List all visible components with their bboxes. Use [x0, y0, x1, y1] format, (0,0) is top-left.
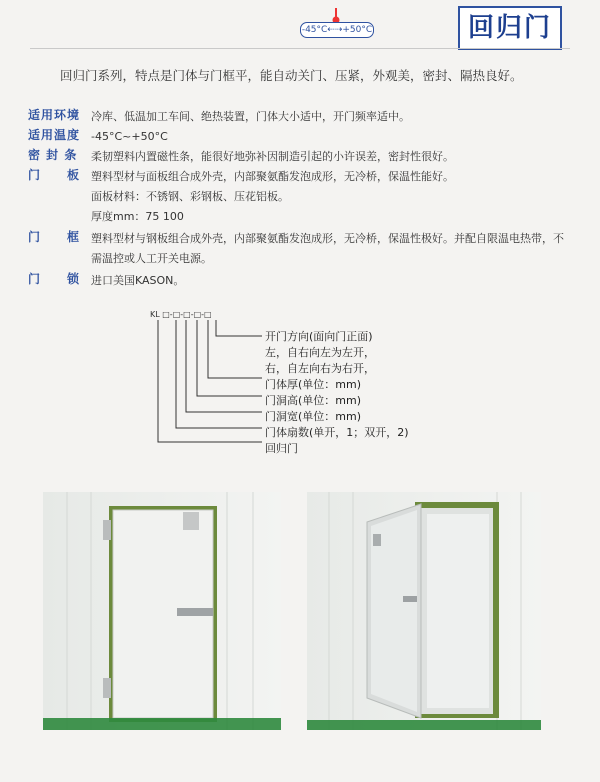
model-code-item: 左，自右向左为左开，	[265, 346, 375, 359]
spec-value	[91, 147, 571, 167]
temperature-range-text: -45°C⇠⇢+50°C	[300, 22, 374, 38]
spec-value	[91, 271, 571, 291]
spec-label: 门 框	[28, 230, 81, 244]
open-door-illustration	[307, 492, 541, 730]
closed-door-photo	[43, 492, 281, 730]
model-code-item: 右，自左向右为右开，	[265, 362, 375, 375]
spec-value	[91, 127, 571, 147]
model-code-item: 门体厚(单位：mm)	[265, 378, 362, 391]
spec-label: 适用温度	[28, 128, 81, 142]
spec-value	[91, 107, 571, 127]
model-code-item: 门体扇数(单开，1；双开，2)	[265, 426, 409, 439]
spec-label: 密 封 条	[28, 148, 78, 162]
intro-paragraph: 回归门系列，特点是门体与门框平，能自动关门、压紧，外观美，密封、隔热良好。	[60, 68, 523, 83]
spec-line: 塑料型材与钢板组合成外壳，内部聚氨酯发泡成形，无冷桥，保温性极好。并配自限温电热带，不	[91, 232, 564, 245]
spec-label: 适用环境	[28, 108, 81, 122]
spec-line: 柔韧塑料内置磁性条，能很好地弥补因制造引起的小许误差，密封性很好。	[91, 150, 454, 163]
spec-value	[91, 229, 571, 269]
model-code-item: 开门方向(面向门正面)	[265, 330, 373, 343]
model-code-item: 门洞宽(单位：mm)	[265, 410, 362, 423]
spec-value	[91, 167, 571, 227]
spec-line: -45°C~+50°C	[91, 130, 168, 143]
spec-line: 冷库、低温加工车间、绝热装置，门体大小适中，开门频率适中。	[91, 110, 410, 123]
spec-line: 厚度mm：75 100	[91, 210, 184, 223]
model-code-item: 门洞高(单位：mm)	[265, 394, 362, 407]
closed-door-illustration	[43, 492, 281, 730]
spec-line: 面板材料：不锈钢、彩钢板、压花铝板。	[91, 190, 289, 203]
model-code: KL □-□-□-□-□	[150, 310, 212, 319]
open-door-photo	[307, 492, 541, 730]
spec-line: 进口美国KASON。	[91, 274, 185, 287]
page-title: 回归门	[458, 6, 562, 50]
spec-label: 门 板	[28, 168, 81, 182]
title-divider	[30, 48, 570, 49]
spec-label: 门 锁	[28, 272, 81, 286]
model-code-item: 回归门	[265, 442, 298, 455]
spec-line: 需温控或人工开关电源。	[91, 252, 212, 265]
model-code-leader-lines	[150, 318, 270, 450]
spec-line: 塑料型材与面板组合成外壳，内部聚氨酯发泡成形，无冷桥，保温性能好。	[91, 170, 454, 183]
temperature-range-badge	[300, 8, 374, 36]
